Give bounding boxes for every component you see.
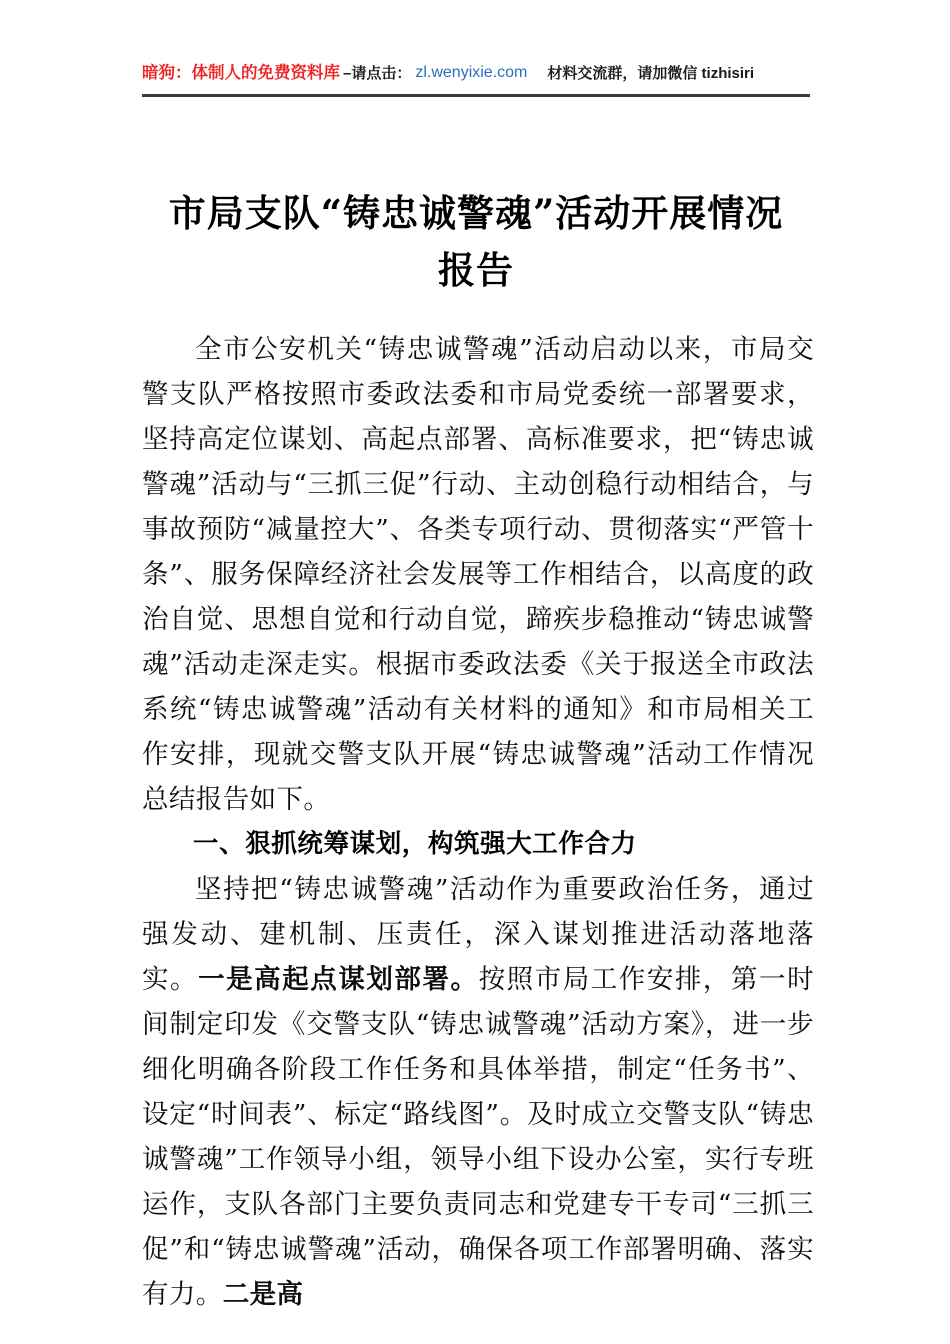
document-body (142, 327, 814, 1317)
section-heading-one: 一、狠抓统筹谋划，构筑强大工作合力 (193, 830, 637, 858)
document-title: 市局支队“铸忠诚警魂”活动开展情况报告 (168, 190, 784, 293)
promo-header (142, 58, 810, 88)
section-one-lead-label-2: 二是高 (222, 1279, 304, 1310)
promo-cta-text: –请点击： (343, 64, 412, 82)
promo-wechat-note: 材料交流群，请加微信 tizhisiri (547, 64, 755, 82)
section-one-text-part-2: 按照市局工作安排，第一时间制定印发《交警支队“铸忠诚警魂”活动方案》，进一步细化明确各阶段工作任务和具体举措，制定“任务书”、设定“时间表”、标定“路线图”。及时成立交警支队“铸忠诚警魂”工作领导小组，领导小组下设办公室，实行专班运作，支队各部门主要负责同志和党建专干专司“三抓三促”和“铸忠诚警魂”活动，确保各项工作部署明确、落实有力。 (142, 964, 814, 1310)
section-one-lead-label-1: 一是高起点谋划部署。 (198, 964, 479, 995)
section-one-text-part-1: 坚持把“铸忠诚警魂”活动作为重要政治任务，通过强发动、建机制、压责任，深入谋划推进活动落地落实。 (142, 874, 814, 995)
promo-brand-text: 暗狗：体制人的免费资料库 (142, 63, 340, 82)
intro-paragraph: 全市公安机关“铸忠诚警魂”活动启动以来，市局交警支队严格按照市委政法委和市局党委统一部署要求，坚持高定位谋划、高起点部署、高标准要求，把“铸忠诚警魂”活动与“三抓三促”行动、主动创稳行动相结合，与事故预防“减量控大”、各类专项行动、贯彻落实“严管十条”、服务保障经济社会发展等工作相结合，以高度的政治自觉、思想自觉和行动自觉，蹄疾步稳推动“铸忠诚警魂”活动走深走实。根据市委政法委《关于报送全市政法系统“铸忠诚警魂”活动有关材料的通知》和市局相关工作安排，现就交警支队开展“铸忠诚警魂”活动工作情况总结报告如下。 (142, 334, 814, 815)
promo-website-link[interactable]: zl.wenyixie.com (415, 64, 528, 81)
section-one-paragraph (142, 867, 814, 1317)
header-divider (142, 94, 810, 97)
